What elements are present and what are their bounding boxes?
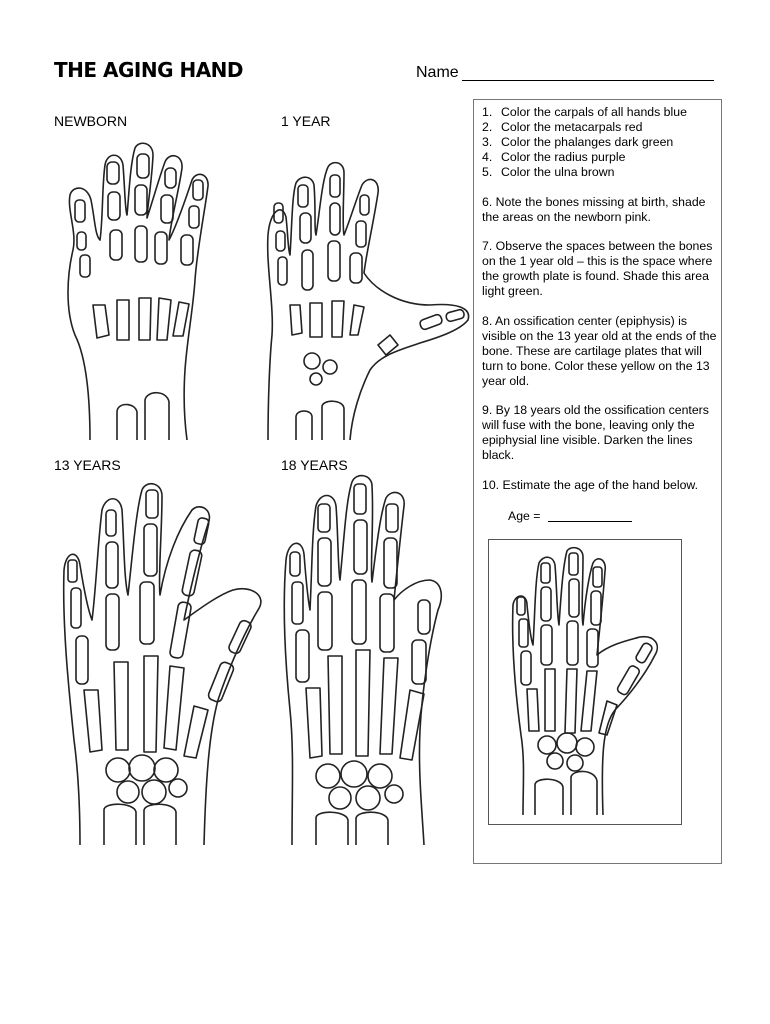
label-newborn: NEWBORN <box>54 113 128 129</box>
item-number: 2. <box>482 120 493 134</box>
age-input-line[interactable] <box>548 521 632 522</box>
newborn-hand-skeleton <box>55 140 235 440</box>
age-answer <box>508 509 632 523</box>
item-text: Color the metacarpals red <box>501 120 643 134</box>
one-year-hand-skeleton <box>260 155 472 440</box>
item-text: Color the carpals of all hands blue <box>501 105 687 119</box>
list-item <box>482 150 718 165</box>
item-number: 5. <box>482 165 493 179</box>
worksheet-title: THE AGING HAND <box>54 58 244 82</box>
name-field[interactable] <box>462 80 714 81</box>
instructions <box>482 105 718 508</box>
instruction-8: 8. An ossification center (epiphysis) is visible on the 13 year old at the ends of the bone. These are cartilage plates that will turn to bone. Color these yellow on the 13 year old. <box>482 313 717 388</box>
list-item <box>482 165 718 180</box>
hand-outline <box>68 143 208 440</box>
list-item <box>482 120 718 135</box>
eighteen-year-hand-skeleton <box>282 470 462 845</box>
label-18-years: 18 YEARS <box>281 457 348 473</box>
label-13-years: 13 YEARS <box>54 457 121 473</box>
item-number: 4. <box>482 150 493 164</box>
instruction-9: 9. By 18 years old the ossification centers will fuse with the bone, leaving only the epiphysial line visible. Darken the lines black. <box>482 403 709 463</box>
thirteen-year-hand-skeleton <box>58 480 268 845</box>
list-item <box>482 105 718 120</box>
hand-outline <box>513 548 658 815</box>
list-item <box>482 135 718 150</box>
instruction-7: 7. Observe the spaces between the bones on the 1 year old – this is the space where the growth plate is found. Shade this area light green. <box>482 239 713 299</box>
instruction-10: 10. Estimate the age of the hand below. <box>482 477 699 492</box>
item-text: Color the radius purple <box>501 150 626 164</box>
item-number: 3. <box>482 135 493 149</box>
instruction-list <box>482 105 718 180</box>
instruction-6: 6. Note the bones missing at birth, shade the areas on the newborn pink. <box>482 194 706 224</box>
hand-outline <box>284 476 441 845</box>
item-text: Color the ulna brown <box>501 165 615 179</box>
label-1-year: 1 YEAR <box>281 113 331 129</box>
age-label: Age = <box>508 509 541 523</box>
name-label: Name <box>416 64 459 81</box>
unknown-age-hand-skeleton <box>505 545 665 815</box>
item-text: Color the phalanges dark green <box>501 135 674 149</box>
item-number: 1. <box>482 105 493 119</box>
